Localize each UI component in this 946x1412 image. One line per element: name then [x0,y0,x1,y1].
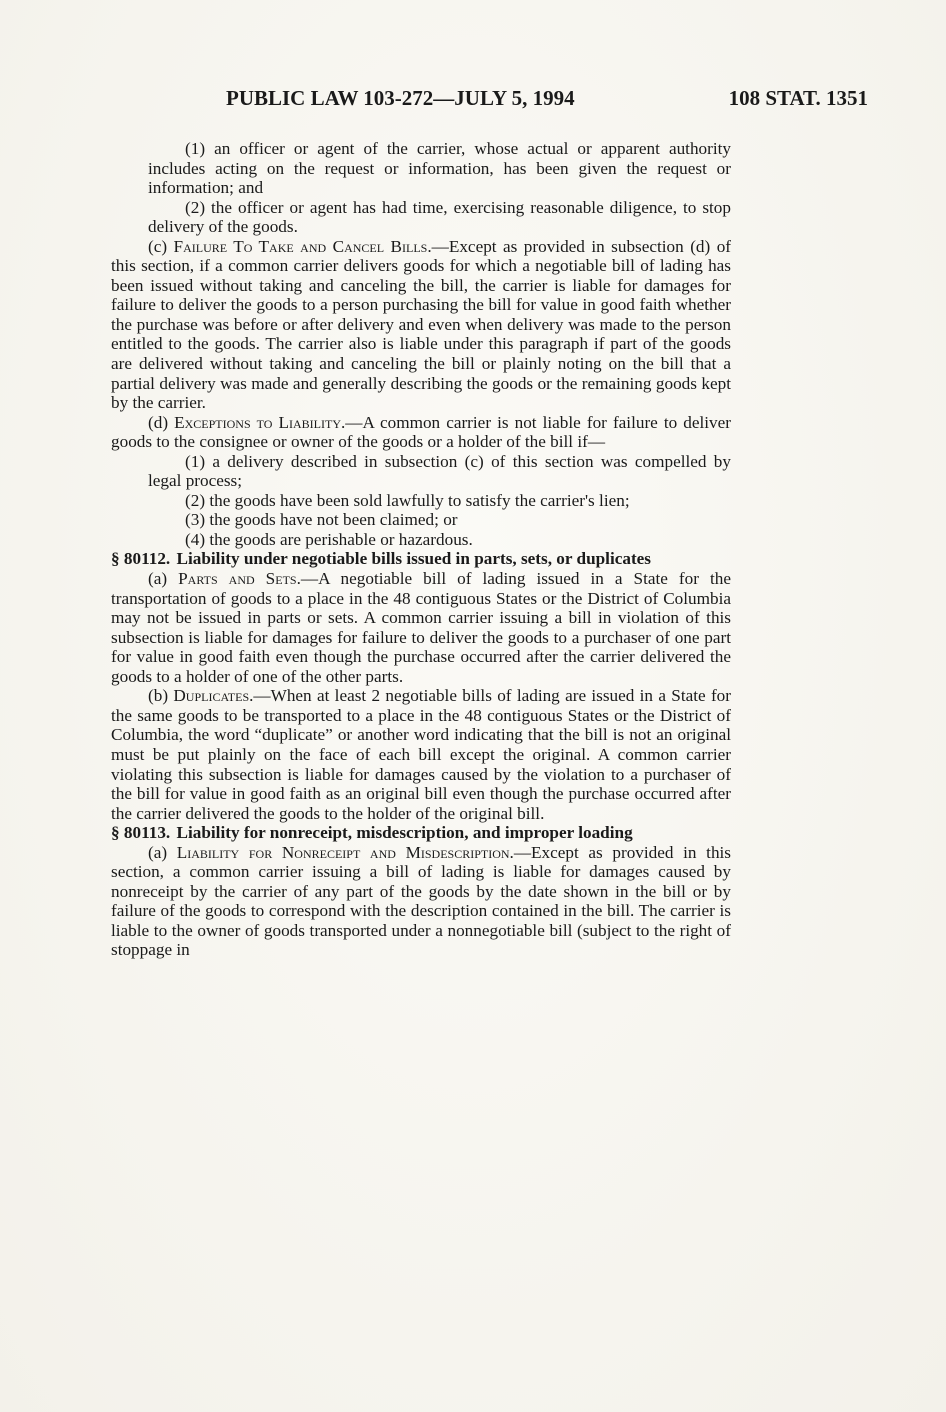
section-80112-a-heading: Parts and Sets. [178,569,301,589]
section-80113-a-label: (a) [148,842,177,862]
subsection-c-label: (c) [148,236,174,256]
section-80113-subsection-a [111,843,731,960]
section-80112-a-label: (a) [148,569,179,589]
subsection-d [111,413,731,452]
statute-page-number: 108 STAT. 1351 [728,86,868,110]
section-80112-subsection-b [111,686,731,823]
section-80112-a-text: —A negotiable bill of lading issued in a State for the transportation of goods to a place in the 48 contiguous States or the District of Columbia may not be issued in parts or sets. A common carrier issuing a bill in violation of this subsection is liable for damages for failure to deliver the goods to a purchaser of one part for value in good faith even though the purchase occurred after the carrier delivered the goods to a holder of one of the other parts. [111,569,731,686]
section-80112-number: § 80112. [111,549,171,569]
section-80113-heading [111,823,731,843]
section-80112-b-label: (b) [148,686,174,706]
section-80112-subsection-a [111,569,731,686]
running-title: PUBLIC LAW 103-272—JULY 5, 1994 [226,86,575,110]
paragraph-d2: (2) the goods have been sold lawfully to satisfy the carrier's lien; [185,490,630,510]
section-80112-heading [111,549,731,569]
paragraph-d4: (4) the goods are perishable or hazardous. [185,529,473,549]
paragraph-b1: (1) an officer or agent of the carrier, whose actual or apparent authority includes acting on the request or information, has been given the request or information; and [148,139,731,198]
subsection-d-text: —A common carrier is not liable for failure to deliver goods to the consignee or owner of the goods or a holder of the bill if— [111,412,732,452]
subsection-d-label: (d) [148,412,175,432]
page-header [110,86,868,116]
paragraph-b2: (2) the officer or agent has had time, exercising reasonable diligence, to stop delivery of the goods. [148,197,731,237]
document-body [111,139,731,960]
section-80113-a-text: —Except as provided in this section, a common carrier issuing a bill of lading is liable for damages caused by nonreceipt by the carrier of any part of the goods by the date shown in the bill or by failure of the goods to correspond with the description contained in the bill. The carrier is liable to the owner of goods transported under a nonnegotiable bill (subject to the right of stoppage in [111,842,731,960]
section-80113-title: Liability for nonreceipt, misdescription, and improper loading [176,823,633,843]
subsection-d-heading: Exceptions to Liability. [174,412,346,432]
section-80112-b-text: —When at least 2 negotiable bills of lading are issued in a State for the same goods to be transported to a place in the 48 contiguous States or the District of Columbia, the word “duplicate” or another word indicating that the bill is not an original must be put plainly on the face of each bill except the original. A common carrier violating this subsection is liable for damages caused by the violation to a purchaser of the bill for value in good faith as an original bill even though the purchase occurred after the carrier delivered the goods to the holder of the original bill. [111,686,731,823]
section-80113-number: § 80113. [111,823,171,843]
subsection-c-text: —Except as provided in subsection (d) of this section, if a common carrier delivers goods for which a negotiable bill of lading has been issued without taking and canceling the bill, the carrier is liable for damages for failure to deliver the goods to a person purchasing the bill for value in good faith whether the purchase was before or after delivery and even when delivery was made to the person entitled to the goods. The carrier also is liable under this paragraph if part of the goods are delivered without taking and canceling the bill or plainly noting on the bill that a partial delivery was made and generally describing the goods or the remaining goods kept by the carrier. [111,236,732,413]
subsection-c [111,237,731,413]
paragraph-d3: (3) the goods have not been claimed; or [185,510,458,530]
paragraph-d1: (1) a delivery described in subsection (c) of this section was compelled by legal process; [148,451,731,491]
section-80113-a-heading: Liability for Nonreceipt and Misdescription. [176,842,514,862]
section-80112-b-heading: Duplicates. [173,686,254,706]
section-80112-title: Liability under negotiable bills issued in parts, sets, or duplicates [176,549,652,569]
subsection-c-heading: Failure To Take and Cancel Bills. [173,236,432,256]
